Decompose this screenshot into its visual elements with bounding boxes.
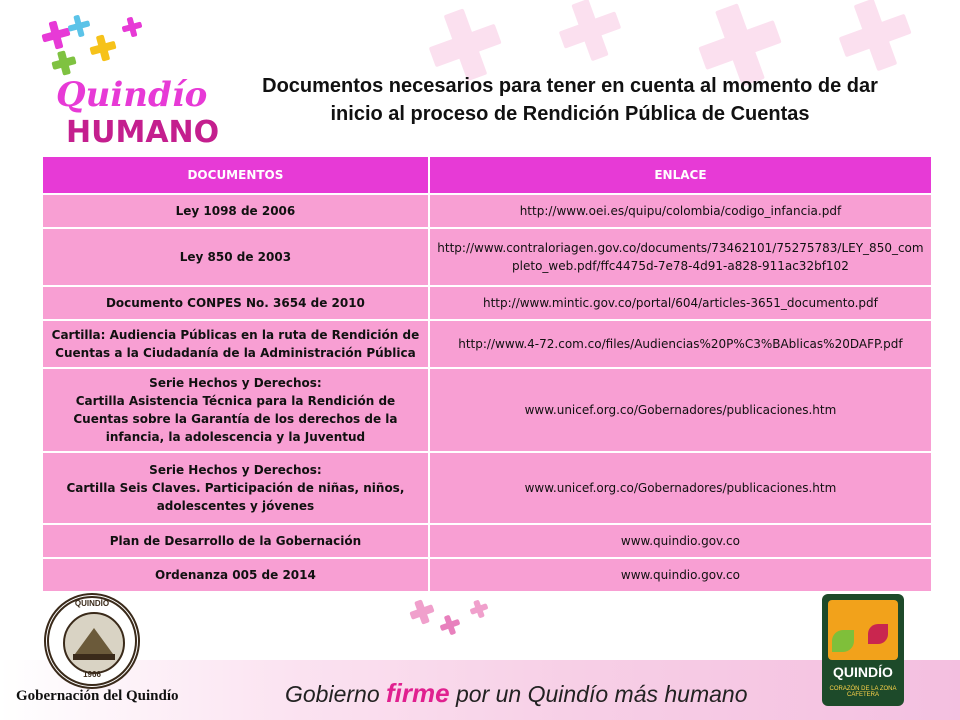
link-cell[interactable]: www.quindio.gov.co (429, 558, 932, 592)
decorative-cross (552, 0, 629, 68)
documents-table (41, 155, 933, 593)
government-label: Gobernación del Quindío (16, 688, 179, 704)
decorative-cross (437, 612, 463, 638)
logo-cross-icon (49, 48, 78, 77)
seal-year: 1966 (83, 670, 101, 679)
table-row (42, 194, 932, 228)
gobernacion-seal (44, 593, 140, 689)
logo-word-quindio: Quindío (56, 75, 208, 115)
brand-logo-sub: CORAZÓN DE LA ZONA CAFETERA (829, 686, 897, 698)
table-row (42, 368, 932, 452)
document-cell: Plan de Desarrollo de la Gobernación (42, 524, 429, 558)
table-row (42, 558, 932, 592)
document-cell: Serie Hechos y Derechos: Cartilla Seis Claves. Participación de niñas, niños, adolescentes y jóvenes (42, 452, 429, 524)
table-row (42, 286, 932, 320)
decorative-cross (467, 597, 490, 620)
title-line-1: Documentos necesarios para tener en cuenta al momento de dar (262, 75, 878, 97)
logo-cross-icon (120, 15, 144, 39)
logo-cross-icon (87, 32, 119, 64)
table-header-row (42, 156, 932, 194)
document-cell: Serie Hechos y Derechos: Cartilla Asistencia Técnica para la Rendición de Cuentas sobre la Garantía de los derechos de la infancia, la adolescencia y la Juventud (42, 368, 429, 452)
decorative-cross (407, 597, 438, 628)
decorative-cross (830, 0, 920, 80)
document-cell: Ley 1098 de 2006 (42, 194, 429, 228)
quindio-brand-logo (822, 594, 904, 706)
link-cell[interactable]: www.quindio.gov.co (429, 524, 932, 558)
title-line-2: inicio al proceso de Rendición Pública de Cuentas (330, 103, 810, 125)
seal-top-text: QUINDÍO (74, 599, 110, 608)
quindio-humano-logo (38, 15, 220, 155)
slogan-highlight: firme (386, 678, 450, 708)
logo-cross-icon (66, 13, 93, 40)
table-row (42, 452, 932, 524)
slogan (285, 678, 748, 709)
brand-logo-name: QUINDÍO (833, 664, 893, 680)
leaf-icon (832, 630, 854, 652)
link-cell[interactable]: http://www.oei.es/quipu/colombia/codigo_infancia.pdf (429, 194, 932, 228)
link-cell[interactable]: http://www.mintic.gov.co/portal/604/articles-3651_documento.pdf (429, 286, 932, 320)
page-title (190, 72, 950, 128)
link-cell[interactable]: http://www.contraloriagen.gov.co/documents/73462101/75275783/LEY_850_completo_web.pdf/ffc4475d-7e78-4d91-a828-911ac32bf102 (429, 228, 932, 286)
table-row (42, 228, 932, 286)
link-cell[interactable]: www.unicef.org.co/Gobernadores/publicaciones.htm (429, 368, 932, 452)
table-row (42, 524, 932, 558)
header-documentos: DOCUMENTOS (42, 156, 429, 194)
slogan-after: por un Quindío más humano (455, 681, 748, 707)
document-cell: Ley 850 de 2003 (42, 228, 429, 286)
link-cell[interactable]: http://www.4-72.com.co/files/Audiencias%20P%C3%BAblicas%20DAFP.pdf (429, 320, 932, 368)
document-cell: Documento CONPES No. 3654 de 2010 (42, 286, 429, 320)
document-cell: Cartilla: Audiencia Públicas en la ruta de Rendición de Cuentas a la Ciudadanía de la Administración Pública (42, 320, 429, 368)
slogan-before: Gobierno (285, 681, 380, 707)
leaf-icon (868, 624, 888, 644)
table-row (42, 320, 932, 368)
document-cell: Ordenanza 005 de 2014 (42, 558, 429, 592)
logo-word-humano: HUMANO (66, 115, 220, 150)
seal-emblem-icon (63, 612, 125, 674)
header-enlace: ENLACE (429, 156, 932, 194)
seal-mountain-icon (65, 614, 123, 672)
link-cell[interactable]: www.unicef.org.co/Gobernadores/publicaciones.htm (429, 452, 932, 524)
